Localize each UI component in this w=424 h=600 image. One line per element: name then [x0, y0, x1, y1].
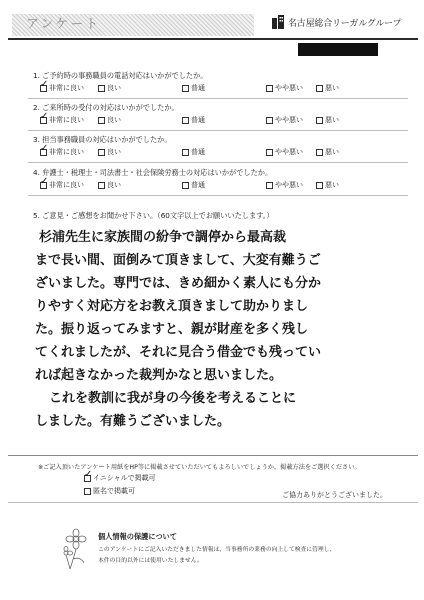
question-5-text: 5. ご意見・ご感想をお聞かせ下さい。（60文字以上でお願いいたします。）: [33, 211, 274, 220]
q4-option-2[interactable]: 良い: [98, 181, 182, 190]
checkbox[interactable]: [266, 149, 273, 156]
checkbox[interactable]: [40, 176, 49, 189]
question-2-options: [40, 111, 339, 125]
checkbox[interactable]: [182, 182, 189, 189]
question-3-text: 3. 担当事務職員の対応はいかがでしたか。: [33, 135, 172, 144]
checkbox[interactable]: [316, 149, 323, 156]
question-divider: [28, 130, 408, 131]
question-3-options: [40, 143, 339, 157]
q2-option-3[interactable]: 普通: [182, 116, 266, 125]
checkbox[interactable]: [266, 85, 273, 92]
checkbox[interactable]: [98, 149, 105, 156]
handwritten-line: まで長い間、面倒みて頂きまして、大変有難うご: [35, 253, 321, 268]
building-logo-icon: [270, 14, 286, 30]
q4-option-1[interactable]: ✓ 非常に良い: [40, 176, 84, 189]
checkbox[interactable]: [98, 117, 105, 124]
check-mark-icon: ✓: [40, 111, 49, 122]
brand-name: 名古屋総合リーガルグループ: [288, 18, 402, 29]
check-mark-icon: ✓: [40, 176, 49, 187]
checkbox[interactable]: [316, 182, 323, 189]
checkbox[interactable]: [84, 469, 93, 482]
handwritten-line: ざいました。専門では、きめ細かく素人にも分か: [35, 276, 322, 291]
comment-answer-area[interactable]: [35, 226, 388, 452]
checkbox[interactable]: [40, 143, 49, 156]
handwritten-line: れば起きなかった裁判かなと思いました。: [35, 368, 283, 383]
question-4-text: 4. 弁護士・税理士・司法書士・社会保険労務士の対応はいかがでしたか。: [33, 168, 273, 177]
q1-option-3[interactable]: 普通: [182, 84, 266, 93]
privacy-body-line-1: このアンケートにご記入いただきました情報は、当事務所の業務の向上して検査に管理し、: [98, 547, 336, 553]
checkbox[interactable]: [316, 117, 323, 124]
flower-illustration-icon: [58, 527, 94, 571]
checkbox[interactable]: [316, 85, 323, 92]
question-2-text: 2. ご来所時の受付の対応はいかがでしたか。: [33, 103, 179, 112]
q2-option-1[interactable]: ✓ 非常に良い: [40, 111, 84, 124]
publication-question: ※ご記入頂いたアンケート用紙をHP等に掲載させていただいてもよろしいでしょうか。掲載方法をご選択ください。: [38, 464, 361, 471]
redaction-bar: [298, 43, 378, 56]
question-1-text: 1. ご予約時の事務職員の電話対応はいかがでしたか。: [33, 71, 208, 80]
q3-option-1[interactable]: ✓ 非常に良い: [40, 143, 84, 156]
q1-option-1[interactable]: ✓ 非常に良い: [40, 79, 84, 92]
publication-option-2[interactable]: 匿名で掲載可: [84, 487, 135, 496]
check-mark-icon: ✓: [84, 469, 93, 480]
question-divider: [28, 162, 408, 163]
question-divider: [28, 98, 408, 99]
checkbox[interactable]: [266, 117, 273, 124]
question-divider: [28, 195, 408, 196]
q4-option-4[interactable]: やや悪い: [266, 181, 316, 190]
q2-option-4[interactable]: やや悪い: [266, 116, 316, 125]
checkbox[interactable]: [182, 85, 189, 92]
checkbox[interactable]: [182, 117, 189, 124]
brand: [270, 13, 420, 31]
q4-option-5[interactable]: 悪い: [316, 181, 339, 190]
page-title: アンケート: [26, 17, 101, 32]
handwritten-line: りやすく対応方をお教え頂きまして助かりまし: [35, 299, 309, 314]
q2-option-5[interactable]: 悪い: [316, 116, 339, 125]
q3-option-5[interactable]: 悪い: [316, 148, 339, 157]
checkbox[interactable]: [40, 111, 49, 124]
q1-option-5[interactable]: 悪い: [316, 84, 339, 93]
check-mark-icon: ✓: [40, 143, 49, 154]
q2-option-2[interactable]: 良い: [98, 116, 182, 125]
section-divider: [8, 455, 418, 456]
checkbox[interactable]: [84, 488, 91, 495]
checkbox[interactable]: [40, 79, 49, 92]
handwritten-line: た。振り返ってみますと、親が財産を多く残し: [35, 322, 309, 337]
checkbox[interactable]: [182, 149, 189, 156]
q1-option-2[interactable]: 良い: [98, 84, 182, 93]
q4-option-3[interactable]: 普通: [182, 181, 266, 190]
q3-option-3[interactable]: 普通: [182, 148, 266, 157]
handwritten-line: てくれましたが、それに見合う借金でも残ってい: [35, 345, 322, 360]
handwritten-line: 杉浦先生に家族間の紛争で調停から最高裁: [39, 230, 287, 245]
q3-option-2[interactable]: 良い: [98, 148, 182, 157]
section-divider: [8, 502, 418, 503]
checkbox[interactable]: [266, 182, 273, 189]
handwritten-line: しました。有難うございました。: [35, 414, 231, 429]
handwritten-line: これを教訓に我が身の今後を考えることに: [49, 391, 297, 406]
checkbox[interactable]: [98, 85, 105, 92]
question-1-options: [40, 79, 339, 93]
privacy-heading: 個人情報の保護について: [98, 532, 177, 541]
question-4-options: [40, 176, 339, 190]
checkbox[interactable]: [98, 182, 105, 189]
check-mark-icon: ✓: [40, 79, 49, 90]
q1-option-4[interactable]: やや悪い: [266, 84, 316, 93]
privacy-body-line-2: 本件の目的以外には使用いたしません。: [98, 558, 203, 564]
thanks-text: ご協力ありがとうございました。: [282, 491, 387, 499]
publication-option-1[interactable]: ✓ イニシャルで掲載可: [84, 469, 156, 482]
q3-option-4[interactable]: やや悪い: [266, 148, 316, 157]
header-divider: [8, 38, 418, 40]
